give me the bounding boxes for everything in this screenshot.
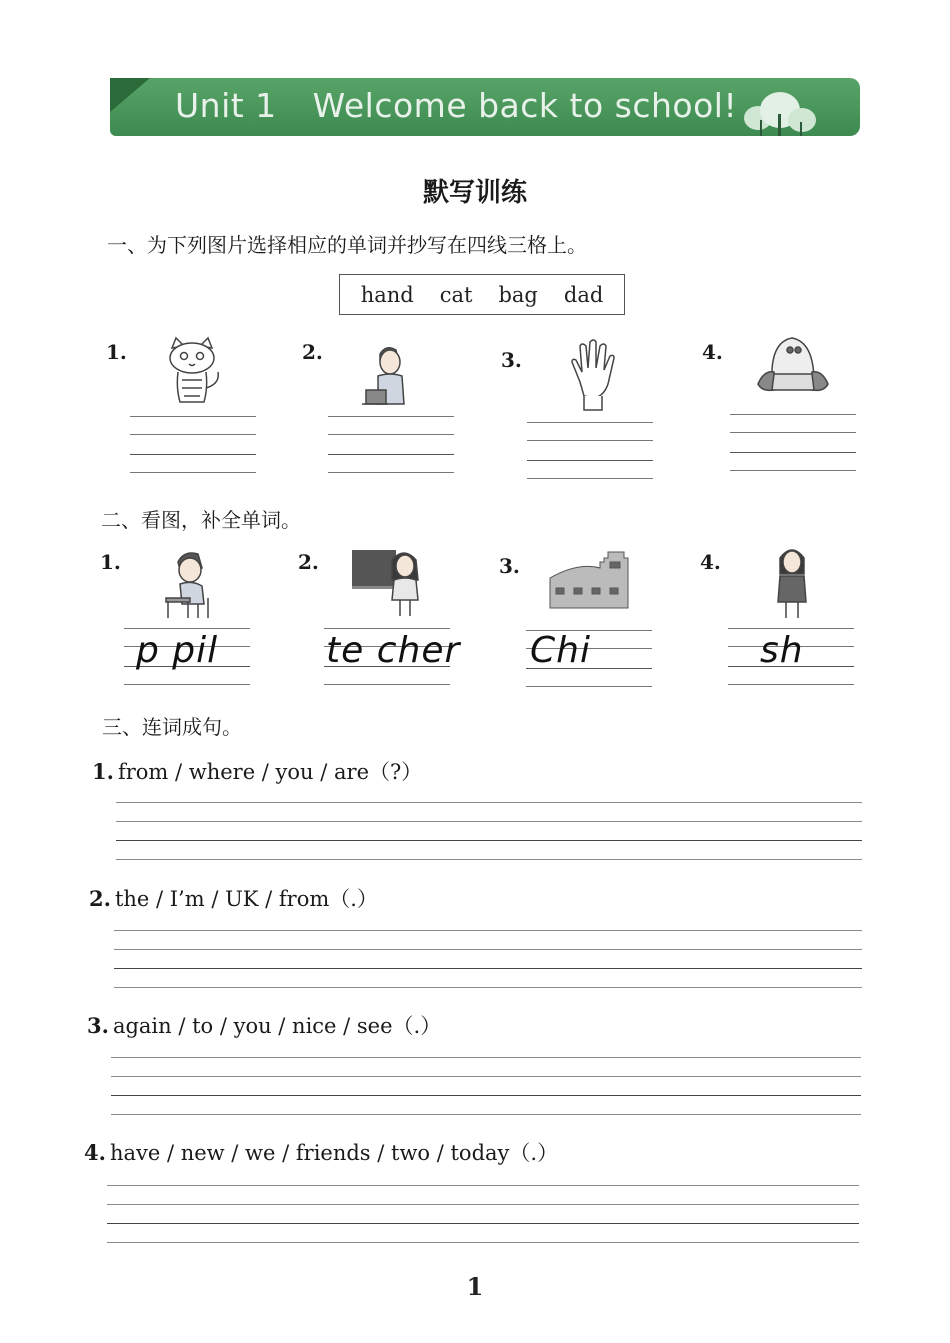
partial-word: sh — [760, 630, 804, 671]
writing-grid[interactable] — [107, 1185, 859, 1243]
word-bank-word: dad — [563, 282, 604, 307]
teacher-picture — [352, 546, 426, 618]
sentence-prompt — [84, 1137, 558, 1167]
item-number: 3. — [499, 554, 520, 578]
section-2-title: 二、看图，补全单词。 — [101, 508, 301, 532]
word-sequence: from / where / you / are（?） — [117, 760, 423, 784]
sentence-prompt — [89, 883, 378, 913]
writing-grid[interactable] — [114, 930, 862, 988]
writing-grid[interactable] — [130, 416, 256, 474]
item-number: 4. — [700, 550, 721, 574]
partial-word: p pil — [136, 630, 219, 671]
section-3-title: 三、连词成句。 — [102, 715, 242, 739]
word-bank-word: bag — [498, 282, 538, 307]
bag-picture — [752, 334, 834, 394]
writing-grid[interactable] — [730, 414, 856, 472]
unit-name: Welcome back to school! — [312, 86, 738, 125]
item-number: 4. — [702, 340, 723, 364]
item-number: 1. — [92, 759, 114, 784]
item-number: 3. — [87, 1013, 109, 1038]
unit-title — [175, 86, 737, 125]
writing-grid[interactable] — [111, 1057, 861, 1115]
section-1-title: 一、为下列图片选择相应的单词并抄写在四线三格上。 — [107, 233, 587, 257]
partial-word: te cher — [326, 630, 461, 671]
word-bank — [339, 274, 625, 315]
great-wall-picture — [548, 548, 630, 616]
writing-grid[interactable] — [116, 802, 862, 860]
item-number: 1. — [100, 550, 121, 574]
unit-number: Unit 1 — [175, 86, 277, 125]
writing-grid[interactable] — [328, 416, 454, 474]
word-bank-word: cat — [439, 282, 473, 307]
writing-grid[interactable] — [527, 422, 653, 480]
tree-icon — [738, 90, 828, 136]
item-number: 3. — [501, 348, 522, 372]
word-bank-word: hand — [360, 282, 414, 307]
cat-picture — [160, 336, 224, 408]
item-number: 4. — [84, 1140, 106, 1165]
item-number: 2. — [89, 886, 111, 911]
sentence-prompt — [87, 1010, 441, 1040]
page-heading: 默写训练 — [422, 178, 527, 208]
hand-picture — [568, 338, 616, 412]
banner-fold — [110, 78, 150, 112]
item-number: 1. — [106, 340, 127, 364]
dad-picture — [362, 342, 412, 412]
word-sequence: again / to / you / nice / see（.） — [112, 1014, 442, 1038]
item-number: 2. — [298, 550, 319, 574]
word-sequence: the / I’m / UK / from（.） — [114, 887, 378, 911]
pupil-picture — [164, 548, 214, 620]
word-sequence: have / new / we / friends / two / today（.） — [109, 1141, 559, 1165]
partial-word: Chi — [530, 630, 591, 671]
item-number: 2. — [302, 340, 323, 364]
woman-picture — [774, 544, 810, 620]
page-number: 1 — [466, 1272, 484, 1301]
sentence-prompt — [92, 756, 422, 786]
